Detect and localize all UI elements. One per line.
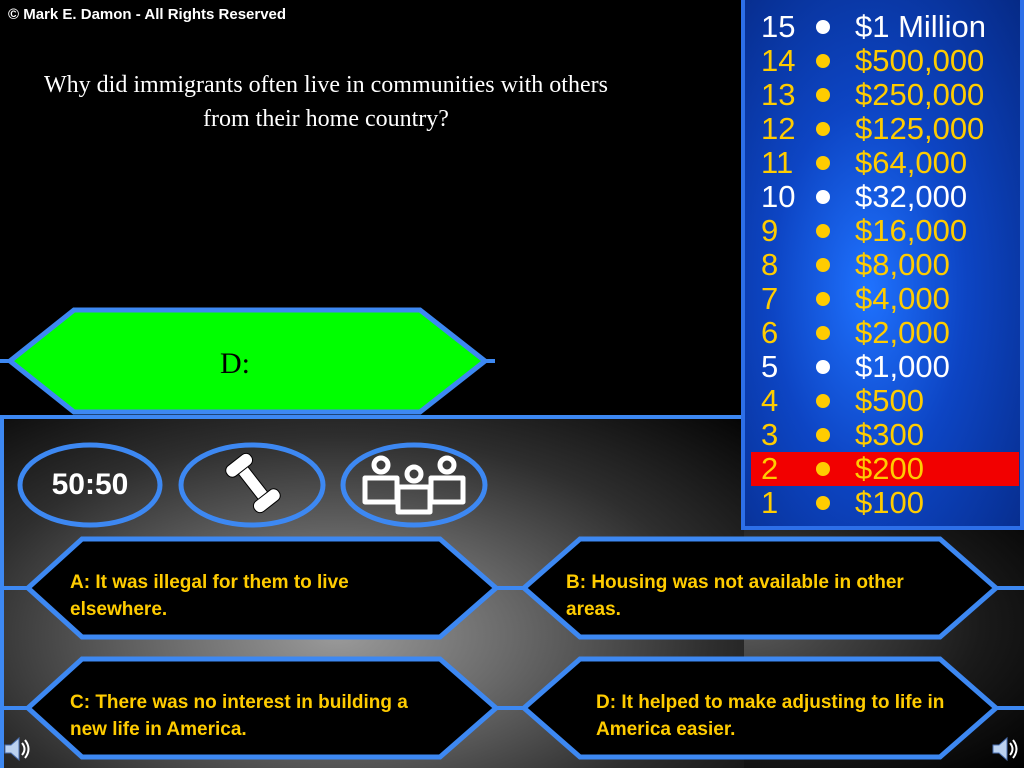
- ladder-row: [745, 78, 1020, 112]
- ladder-level: 4: [761, 383, 779, 418]
- ladder-level: 8: [761, 247, 779, 282]
- ladder-row: [745, 180, 1020, 214]
- ladder-level: 10: [761, 179, 796, 214]
- ladder-row: [745, 384, 1020, 418]
- ladder-row: [745, 418, 1020, 452]
- money-ladder: [741, 0, 1024, 530]
- ladder-level: 13: [761, 77, 796, 112]
- ladder-amount: $32,000: [855, 179, 968, 214]
- speaker-icon[interactable]: [990, 734, 1020, 764]
- ask-the-audience-lifeline[interactable]: [338, 440, 490, 530]
- ladder-level: 12: [761, 111, 796, 146]
- phone-icon: [218, 448, 288, 518]
- ladder-dot: [816, 360, 830, 374]
- answer-c-text: C: There was no interest in building a new life in America.: [70, 692, 408, 740]
- ladder-dot: [816, 190, 830, 204]
- ladder-dot: [816, 428, 830, 442]
- ladder-dot: [816, 54, 830, 68]
- ladder-amount: $16,000: [855, 213, 968, 248]
- ladder-amount: $125,000: [855, 111, 985, 146]
- ladder-amount: $250,000: [855, 77, 985, 112]
- ladder-row: [745, 214, 1020, 248]
- ladder-level: 14: [761, 43, 796, 78]
- audience-icon: [359, 452, 469, 518]
- ladder-row: [745, 486, 1020, 520]
- ladder-row: [745, 44, 1020, 78]
- ladder-row: [745, 350, 1020, 384]
- ladder-level: 2: [761, 451, 779, 486]
- ladder-row: [751, 452, 1019, 486]
- ladder-dot: [816, 496, 830, 510]
- ladder-dot: [816, 462, 830, 476]
- ladder-amount: $300: [855, 417, 924, 452]
- ladder-dot: [816, 394, 830, 408]
- ladder-row: [745, 10, 1020, 44]
- ladder-level: 3: [761, 417, 779, 452]
- ladder-dot: [816, 122, 830, 136]
- ladder-amount: $500: [855, 383, 924, 418]
- ladder-level: 11: [761, 145, 794, 180]
- phone-a-friend-lifeline[interactable]: [176, 440, 328, 530]
- ladder-level: 6: [761, 315, 779, 350]
- ladder-level: 1: [761, 485, 779, 520]
- ladder-level: 5: [761, 349, 779, 384]
- ladder-amount: $64,000: [855, 145, 968, 180]
- ladder-dot: [816, 224, 830, 238]
- fifty-fifty-label: 50:50: [51, 468, 129, 501]
- ladder-row: [745, 248, 1020, 282]
- ladder-dot: [816, 292, 830, 306]
- answer-d-text: D: It helped to make adjusting to life in America easier.: [596, 692, 945, 740]
- ladder-amount: $1 Million: [855, 9, 986, 44]
- fifty-fifty-lifeline[interactable]: [15, 440, 165, 530]
- ladder-row: [745, 146, 1020, 180]
- ladder-amount: $1,000: [855, 349, 950, 384]
- ladder-amount: $8,000: [855, 247, 950, 282]
- ladder-row: [745, 282, 1020, 316]
- ladder-dot: [816, 258, 830, 272]
- ladder-amount: $200: [855, 451, 924, 486]
- ladder-amount: $100: [855, 485, 924, 520]
- question-text: Why did immigrants often live in communities with others from their home country?: [44, 72, 608, 132]
- copyright-notice: © Mark E. Damon - All Rights Reserved: [8, 6, 287, 23]
- ladder-dot: [816, 20, 830, 34]
- ladder-amount: $4,000: [855, 281, 950, 316]
- answer-b-text: B: Housing was not available in other areas.: [566, 572, 904, 620]
- final-answer-label: D:: [220, 347, 250, 380]
- ladder-level: 15: [761, 9, 796, 44]
- ladder-row: [745, 112, 1020, 146]
- ladder-amount: $500,000: [855, 43, 985, 78]
- ladder-level: 9: [761, 213, 779, 248]
- ladder-level: 7: [761, 281, 779, 316]
- answer-a-text: A: It was illegal for them to live elsewhere.: [70, 572, 349, 620]
- speaker-icon[interactable]: [2, 734, 32, 764]
- ladder-dot: [816, 88, 830, 102]
- ladder-dot: [816, 156, 830, 170]
- ladder-row: [745, 316, 1020, 350]
- ladder-amount: $2,000: [855, 315, 950, 350]
- ladder-dot: [816, 326, 830, 340]
